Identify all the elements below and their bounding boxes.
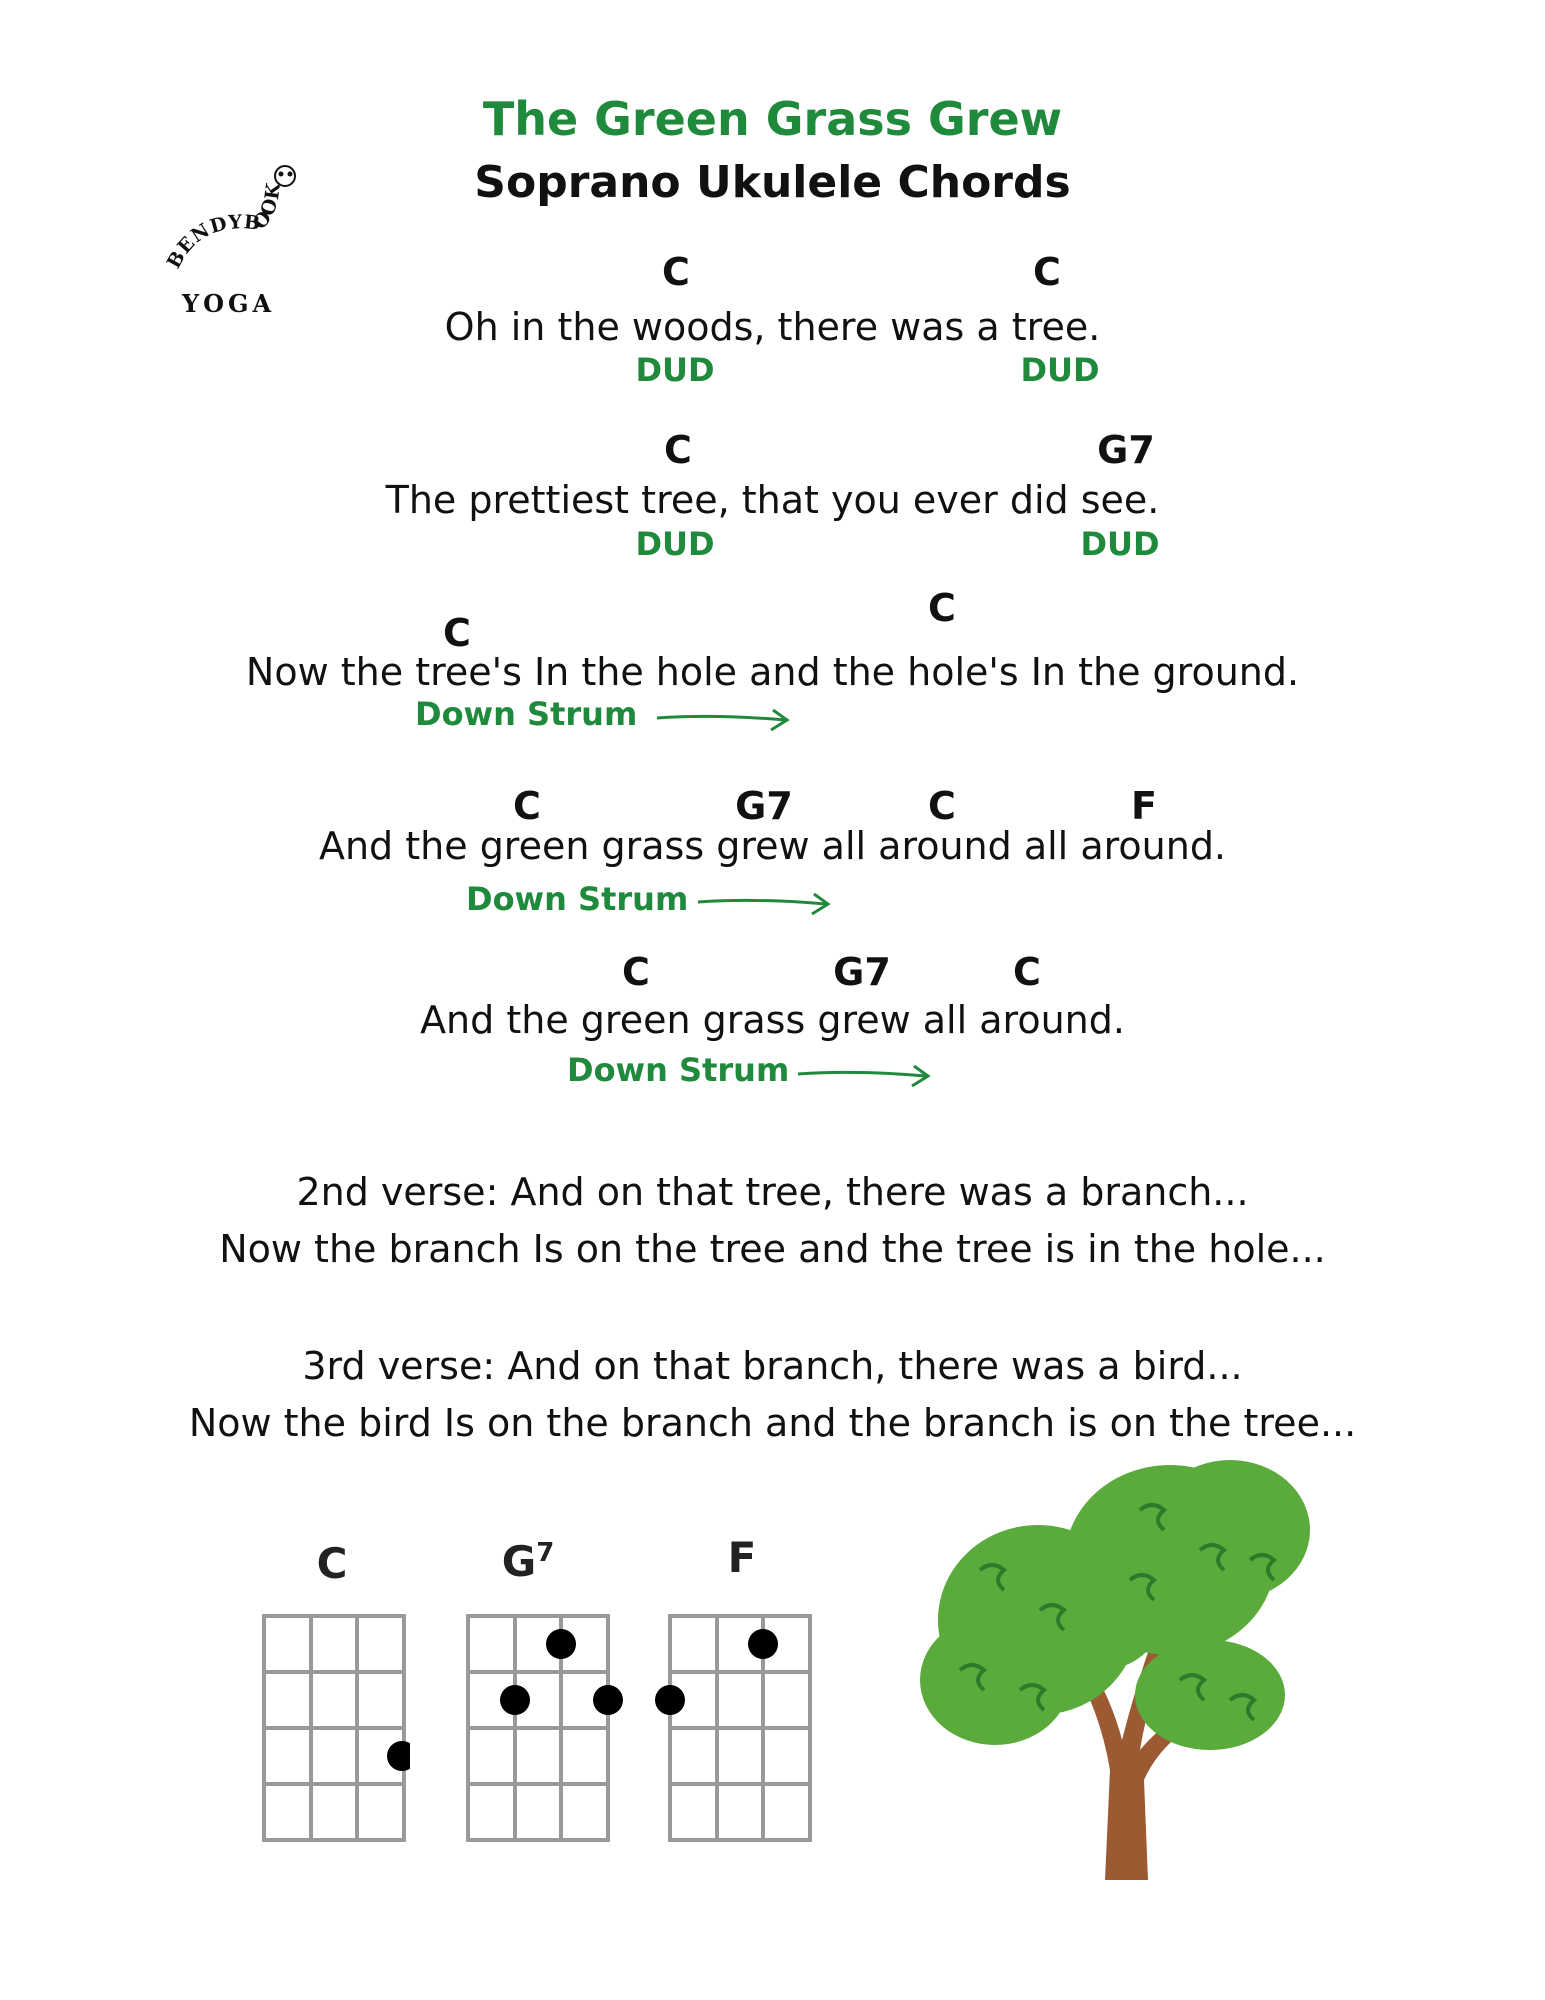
right-arrow-icon [696,888,836,918]
chord-label: G7 [1097,428,1155,472]
fretboard-grid [646,1612,846,1862]
chord-diagram-label: G [501,1537,537,1586]
chord-label: G7 [833,950,891,994]
right-arrow-icon [655,704,795,734]
finger-dot [546,1629,576,1659]
strum-pattern: Down Strum [466,880,689,918]
chord-label: G7 [735,784,793,828]
lyric-line: Oh in the woods, there was a tree. [444,305,1101,349]
fretboard-grid [454,1612,644,1862]
chord-label: C [928,586,956,630]
tree-illustration [900,1450,1350,1890]
chord-diagram-label: C [316,1539,348,1588]
lyric-line: And the green grass grew all around all around. [318,824,1227,868]
chord-diagram-label: F [727,1533,757,1582]
chord-label: C [928,784,956,828]
finger-dot [387,1741,410,1771]
finger-dot [748,1629,778,1659]
finger-dot [655,1685,685,1715]
page-subtitle: Soprano Ukulele Chords [474,157,1071,208]
logo-text-bottom: YOGA [182,289,276,318]
chord-label: C [1013,950,1041,994]
fretboard-grid [260,1612,410,1862]
finger-dot [593,1685,623,1715]
chord-label: C [622,950,650,994]
chord-label: C [662,250,690,294]
chord-label: C [443,611,471,655]
strum-pattern: DUD [635,351,715,389]
lyric-line: And the green grass grew all around. [420,998,1125,1042]
chord-label: C [664,428,692,472]
lyric-line: The prettiest tree, that you ever did see. [385,478,1160,522]
right-arrow-icon [796,1060,936,1090]
tree-foliage [920,1460,1310,1750]
verse-line: Now the branch Is on the tree and the tree is in the hole... [219,1227,1326,1271]
strum-pattern: Down Strum [415,695,638,733]
strum-pattern: DUD [1020,351,1100,389]
chord-diagram-f [646,1527,846,1867]
strum-pattern: Down Strum [567,1051,790,1089]
strum-pattern: DUD [635,525,715,563]
chord-superscript: 7 [536,1538,555,1568]
chord-diagram-g7 [440,1527,640,1867]
verse-line: 2nd verse: And on that tree, there was a branch... [296,1170,1249,1214]
chord-label: C [513,784,541,828]
chord-diagram-label [502,1537,555,1586]
verse-line: 3rd verse: And on that branch, there was a bird... [302,1344,1243,1388]
lyric-line: Now the tree's In the hole and the hole's In the ground. [245,650,1300,694]
verse-line: Now the bird Is on the branch and the branch is on the tree... [188,1401,1357,1445]
bendybookworm-logo [160,160,310,320]
svg-text:BENDYBOOKWORM [160,160,285,272]
chord-diagram-c [236,1527,436,1867]
song-title: The Green Grass Grew [482,92,1063,146]
chord-label: F [1131,784,1157,828]
chord-label: C [1033,250,1061,294]
strum-pattern: DUD [1080,525,1160,563]
finger-dot [500,1685,530,1715]
logo-text-top: BENDYBOOK [162,181,286,273]
